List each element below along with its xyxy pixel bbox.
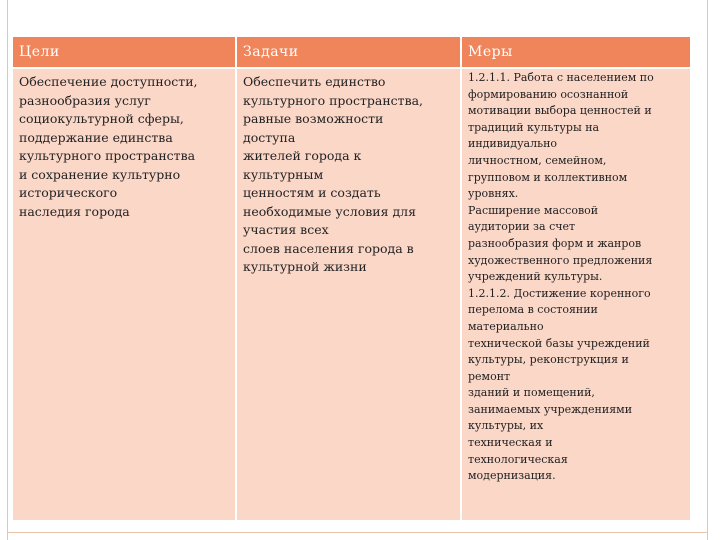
table-header-row <box>13 37 690 68</box>
header-tasks: Задачи <box>236 37 461 68</box>
header-measures: Меры <box>461 37 690 68</box>
cell-tasks: Обеспечить единство культурного пространства, равные возможности доступа жителей города к культурным ценностям и создать необходимые условия для участия всех слоев населения города в культурной жизни <box>236 68 461 520</box>
header-goals: Цели <box>13 37 236 68</box>
cell-goals: Обеспечение доступности, разнообразия услуг социокультурной сферы, поддержание единства культурного пространства и сохранение культурно исторического наследия города <box>13 68 236 520</box>
goals-tasks-measures-table <box>13 37 690 520</box>
slide-frame-bottom <box>7 532 708 533</box>
slide-frame-left <box>7 0 8 540</box>
table-row <box>13 68 690 520</box>
slide-frame-right <box>707 0 708 540</box>
cell-measures: 1.2.1.1. Работа с населением по формированию осознанной мотивации выбора ценностей и традиций культуры на индивидуально личностном, семейном, групповом и коллективном уровнях. Расширение массовой аудитории за счет разнообразия форм и жанров художественного предложения учреждений культуры. 1.2.1.2. Достижение коренного перелома в состоянии материально технической базы учреждений культуры, реконструкция и ремонт зданий и помещений, занимаемых учреждениями культуры, их техническая и технологическая модернизация. <box>461 68 690 520</box>
